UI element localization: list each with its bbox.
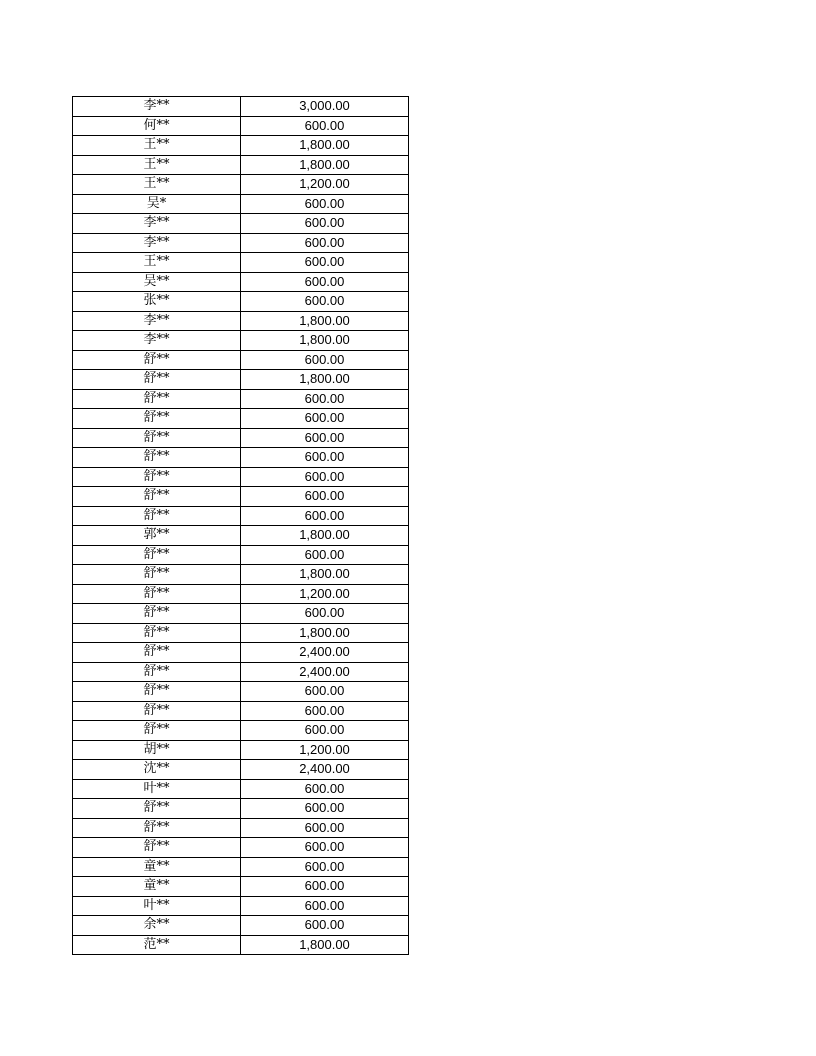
table-row (73, 584, 409, 604)
table-row (73, 545, 409, 565)
amount-cell: 600.00 (241, 604, 409, 624)
table-row (73, 428, 409, 448)
name-cell: 舒** (73, 467, 241, 487)
table-row (73, 389, 409, 409)
amount-cell: 600.00 (241, 428, 409, 448)
amount-cell: 600.00 (241, 467, 409, 487)
name-cell: 张** (73, 292, 241, 312)
table-row (73, 779, 409, 799)
amount-cell: 1,800.00 (241, 155, 409, 175)
table-row (73, 175, 409, 195)
name-cell: 舒** (73, 818, 241, 838)
table-row (73, 370, 409, 390)
amount-cell: 1,800.00 (241, 935, 409, 955)
table-row (73, 136, 409, 156)
name-cell: 沈** (73, 760, 241, 780)
amount-cell: 600.00 (241, 389, 409, 409)
amount-cell: 1,200.00 (241, 175, 409, 195)
table-row (73, 253, 409, 273)
amount-cell: 600.00 (241, 409, 409, 429)
name-cell: 童** (73, 877, 241, 897)
amount-cell: 1,800.00 (241, 331, 409, 351)
table-row (73, 623, 409, 643)
payment-table-body (73, 97, 409, 955)
name-cell: 舒** (73, 428, 241, 448)
name-cell: 舒** (73, 506, 241, 526)
amount-cell: 600.00 (241, 682, 409, 702)
amount-cell: 600.00 (241, 253, 409, 273)
name-cell: 舒** (73, 545, 241, 565)
amount-cell: 600.00 (241, 194, 409, 214)
table-row (73, 526, 409, 546)
amount-cell: 600.00 (241, 877, 409, 897)
amount-cell: 600.00 (241, 350, 409, 370)
table-row (73, 448, 409, 468)
amount-cell: 1,800.00 (241, 526, 409, 546)
amount-cell: 2,400.00 (241, 662, 409, 682)
table-row (73, 350, 409, 370)
amount-cell: 1,800.00 (241, 370, 409, 390)
name-cell: 范** (73, 935, 241, 955)
name-cell: 舒** (73, 682, 241, 702)
amount-cell: 600.00 (241, 701, 409, 721)
amount-cell: 600.00 (241, 818, 409, 838)
amount-cell: 600.00 (241, 448, 409, 468)
table-row (73, 799, 409, 819)
name-cell: 李** (73, 233, 241, 253)
name-cell: 舒** (73, 584, 241, 604)
name-cell: 舒** (73, 701, 241, 721)
table-row (73, 292, 409, 312)
table-row (73, 155, 409, 175)
table-row (73, 467, 409, 487)
name-cell: 舒** (73, 604, 241, 624)
name-cell: 舒** (73, 799, 241, 819)
table-row (73, 311, 409, 331)
name-cell: 舒** (73, 370, 241, 390)
table-row (73, 331, 409, 351)
table-row (73, 838, 409, 858)
table-row (73, 877, 409, 897)
table-row (73, 916, 409, 936)
amount-cell: 1,800.00 (241, 623, 409, 643)
amount-cell: 600.00 (241, 272, 409, 292)
table-row (73, 97, 409, 117)
amount-cell: 1,800.00 (241, 311, 409, 331)
table-row (73, 604, 409, 624)
name-cell: 李** (73, 331, 241, 351)
name-cell: 李** (73, 214, 241, 234)
amount-cell: 600.00 (241, 233, 409, 253)
table-row (73, 487, 409, 507)
amount-cell: 600.00 (241, 779, 409, 799)
name-cell: 舒** (73, 643, 241, 663)
name-cell: 叶** (73, 779, 241, 799)
name-cell: 舒** (73, 448, 241, 468)
amount-cell: 600.00 (241, 487, 409, 507)
name-cell: 叶** (73, 896, 241, 916)
name-cell: 舒** (73, 662, 241, 682)
amount-cell: 3,000.00 (241, 97, 409, 117)
table-row (73, 935, 409, 955)
amount-cell: 600.00 (241, 214, 409, 234)
name-cell: 王** (73, 155, 241, 175)
amount-cell: 1,200.00 (241, 740, 409, 760)
table-row (73, 272, 409, 292)
table-row (73, 740, 409, 760)
amount-cell: 1,800.00 (241, 565, 409, 585)
table-row (73, 662, 409, 682)
payment-table (72, 96, 409, 955)
name-cell: 何** (73, 116, 241, 136)
table-row (73, 760, 409, 780)
table-row (73, 565, 409, 585)
name-cell: 吴** (73, 272, 241, 292)
amount-cell: 2,400.00 (241, 643, 409, 663)
name-cell: 王** (73, 136, 241, 156)
table-row (73, 506, 409, 526)
table-row (73, 701, 409, 721)
table-row (73, 682, 409, 702)
name-cell: 吴* (73, 194, 241, 214)
amount-cell: 600.00 (241, 799, 409, 819)
amount-cell: 2,400.00 (241, 760, 409, 780)
amount-cell: 600.00 (241, 721, 409, 741)
table-row (73, 194, 409, 214)
amount-cell: 600.00 (241, 916, 409, 936)
name-cell: 胡** (73, 740, 241, 760)
name-cell: 舒** (73, 409, 241, 429)
table-row (73, 214, 409, 234)
name-cell: 舒** (73, 721, 241, 741)
amount-cell: 1,200.00 (241, 584, 409, 604)
name-cell: 舒** (73, 487, 241, 507)
name-cell: 王** (73, 175, 241, 195)
name-cell: 舒** (73, 838, 241, 858)
table-row (73, 857, 409, 877)
amount-cell: 600.00 (241, 545, 409, 565)
name-cell: 王** (73, 253, 241, 273)
name-cell: 童** (73, 857, 241, 877)
amount-cell: 600.00 (241, 292, 409, 312)
name-cell: 郭** (73, 526, 241, 546)
table-row (73, 116, 409, 136)
table-row (73, 818, 409, 838)
amount-cell: 600.00 (241, 838, 409, 858)
name-cell: 李** (73, 97, 241, 117)
table-row (73, 896, 409, 916)
amount-cell: 600.00 (241, 896, 409, 916)
amount-cell: 1,800.00 (241, 136, 409, 156)
amount-cell: 600.00 (241, 857, 409, 877)
table-row (73, 721, 409, 741)
name-cell: 舒** (73, 623, 241, 643)
amount-cell: 600.00 (241, 506, 409, 526)
table-row (73, 643, 409, 663)
name-cell: 舒** (73, 350, 241, 370)
name-cell: 李** (73, 311, 241, 331)
amount-cell: 600.00 (241, 116, 409, 136)
table-row (73, 233, 409, 253)
name-cell: 舒** (73, 389, 241, 409)
name-cell: 舒** (73, 565, 241, 585)
table-row (73, 409, 409, 429)
name-cell: 余** (73, 916, 241, 936)
